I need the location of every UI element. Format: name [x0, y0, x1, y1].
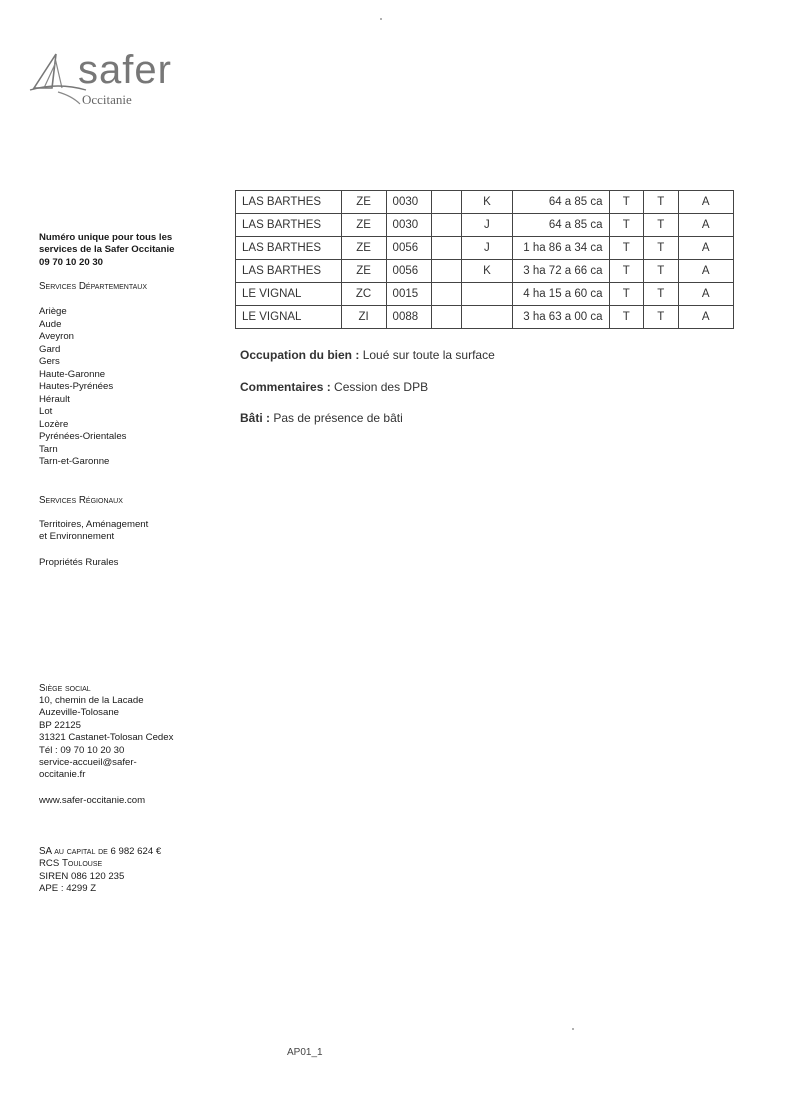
- safer-logo: [28, 48, 178, 110]
- contact-phone: 09 70 10 20 30: [39, 256, 104, 268]
- cell-numero: 0056: [386, 260, 431, 283]
- logo-subtitle: Occitanie: [82, 92, 132, 107]
- cell-section: ZE: [341, 237, 386, 260]
- cell-empty: [431, 283, 461, 306]
- page-code: AP01_1: [287, 1047, 323, 1058]
- siege-title: Siège social: [39, 683, 91, 694]
- cell-lieu-dit: LAS BARTHES: [236, 237, 342, 260]
- cell-classe: A: [678, 260, 733, 283]
- legal-capital-value: 6 982 624 €: [110, 846, 162, 857]
- table-row: [236, 283, 734, 306]
- logo-wordmark: safer: [78, 48, 172, 92]
- regionaux-title: Services Régionaux: [39, 495, 123, 506]
- cell-lieu-dit: LE VIGNAL: [236, 306, 342, 329]
- siege-line: 31321 Castanet-Tolosan Cedex: [39, 732, 174, 744]
- cell-nature-2: T: [644, 260, 679, 283]
- contact-line: services de la Safer Occitanie: [39, 244, 175, 256]
- cell-lettre: J: [461, 237, 512, 260]
- departement-item: Lot: [39, 406, 53, 417]
- table-row: [236, 260, 734, 283]
- regionaux-proprietes: Propriétés Rurales: [39, 557, 119, 568]
- siege-address: [39, 695, 199, 782]
- departement-item: Haute-Garonne: [39, 368, 106, 380]
- cell-nature-2: T: [644, 214, 679, 237]
- departement-item: Hautes-Pyrénées: [39, 381, 114, 392]
- table-row: [236, 306, 734, 329]
- departements-title: Services Départementaux: [39, 281, 148, 292]
- cell-empty: [431, 191, 461, 214]
- cell-lettre: K: [461, 260, 512, 283]
- departement-item: Tarn: [39, 443, 58, 455]
- departement-item: Tarn-et-Garonne: [39, 456, 110, 467]
- contact-line: Numéro unique pour tous les: [39, 232, 173, 243]
- cell-lettre: J: [461, 214, 512, 237]
- cell-classe: A: [678, 191, 733, 214]
- cell-section: ZE: [341, 214, 386, 237]
- legal-capital: [39, 846, 199, 858]
- cell-surface: 64 a 85 ca: [513, 191, 610, 214]
- cell-classe: A: [678, 214, 733, 237]
- siege-phone: Tél : 09 70 10 20 30: [39, 744, 125, 756]
- table-row: [236, 214, 734, 237]
- regionaux-line: et Environnement: [39, 531, 115, 543]
- departement-item: Aude: [39, 318, 62, 330]
- cell-lettre: K: [461, 191, 512, 214]
- legal-rcs: [39, 858, 199, 870]
- occupation-line: [240, 348, 495, 362]
- cell-nature-1: T: [609, 306, 644, 329]
- cell-nature-2: T: [644, 191, 679, 214]
- legal-ape: APE : 4299 Z: [39, 883, 97, 895]
- cell-surface: 64 a 85 ca: [513, 214, 610, 237]
- regionaux-line: Territoires, Aménagement: [39, 519, 149, 530]
- departement-item: Ariège: [39, 306, 67, 317]
- departement-item: Gard: [39, 343, 61, 355]
- commentaires-line: [240, 380, 428, 394]
- cell-section: ZE: [341, 260, 386, 283]
- cell-nature-1: T: [609, 214, 644, 237]
- cell-nature-1: T: [609, 260, 644, 283]
- scan-speck: [380, 18, 382, 20]
- cell-empty: [431, 260, 461, 283]
- bati-line: [240, 411, 403, 425]
- commentaires-value: Cession des DPB: [334, 380, 429, 394]
- cell-classe: A: [678, 237, 733, 260]
- bati-value: Pas de présence de bâti: [273, 411, 403, 425]
- scan-speck: [572, 1028, 574, 1030]
- cell-empty: [431, 237, 461, 260]
- departement-item: Gers: [39, 356, 60, 367]
- cell-section: ZC: [341, 283, 386, 306]
- cell-numero: 0088: [386, 306, 431, 329]
- cell-numero: 0056: [386, 237, 431, 260]
- table-row: [236, 237, 734, 260]
- cell-nature-2: T: [644, 283, 679, 306]
- cell-lieu-dit: LAS BARTHES: [236, 191, 342, 214]
- cell-numero: 0030: [386, 214, 431, 237]
- cell-empty: [431, 306, 461, 329]
- siege-line: BP 22125: [39, 719, 81, 731]
- commentaires-label: Commentaires :: [240, 380, 331, 394]
- occupation-label: Occupation du bien :: [240, 348, 360, 362]
- cell-surface: 3 ha 63 a 00 ca: [513, 306, 610, 329]
- departement-item: Aveyron: [39, 331, 75, 342]
- cell-classe: A: [678, 283, 733, 306]
- cell-nature-1: T: [609, 283, 644, 306]
- cell-lieu-dit: LAS BARTHES: [236, 214, 342, 237]
- departement-item: Hérault: [39, 393, 70, 405]
- cell-lieu-dit: LAS BARTHES: [236, 260, 342, 283]
- siege-line: Auzeville-Tolosane: [39, 707, 119, 719]
- cell-section: ZI: [341, 306, 386, 329]
- legal-block: [39, 846, 199, 896]
- siege-email: service-accueil@safer-: [39, 757, 137, 769]
- table-row: [236, 191, 734, 214]
- cell-surface: 4 ha 15 a 60 ca: [513, 283, 610, 306]
- cell-nature-2: T: [644, 306, 679, 329]
- contact-block: [39, 232, 199, 269]
- cell-lettre: [461, 283, 512, 306]
- cell-nature-2: T: [644, 237, 679, 260]
- website: www.safer-occitanie.com: [39, 795, 146, 806]
- siege-line: 10, chemin de la Lacade: [39, 695, 144, 706]
- cell-classe: A: [678, 306, 733, 329]
- cell-surface: 3 ha 72 a 66 ca: [513, 260, 610, 283]
- bati-label: Bâti :: [240, 411, 270, 425]
- regionaux-territoires: [39, 519, 199, 544]
- cell-nature-1: T: [609, 237, 644, 260]
- legal-capital-prefix: SA au capital de: [39, 846, 108, 857]
- cell-lettre: [461, 306, 512, 329]
- cell-empty: [431, 214, 461, 237]
- cell-surface: 1 ha 86 a 34 ca: [513, 237, 610, 260]
- legal-rcs-value: Toulouse: [61, 858, 103, 870]
- siege-email-cont: occitanie.fr: [39, 769, 86, 781]
- legal-siren: SIREN 086 120 235: [39, 870, 125, 882]
- cell-numero: 0030: [386, 191, 431, 214]
- departement-item: Lozère: [39, 418, 69, 430]
- cell-nature-1: T: [609, 191, 644, 214]
- cell-numero: 0015: [386, 283, 431, 306]
- cell-lieu-dit: LE VIGNAL: [236, 283, 342, 306]
- departements-list: [39, 306, 199, 469]
- parcels-table: [235, 190, 734, 329]
- cell-section: ZE: [341, 191, 386, 214]
- departement-item: Pyrénées-Orientales: [39, 431, 127, 442]
- legal-rcs-prefix: RCS: [39, 858, 60, 870]
- occupation-value: Loué sur toute la surface: [362, 348, 495, 362]
